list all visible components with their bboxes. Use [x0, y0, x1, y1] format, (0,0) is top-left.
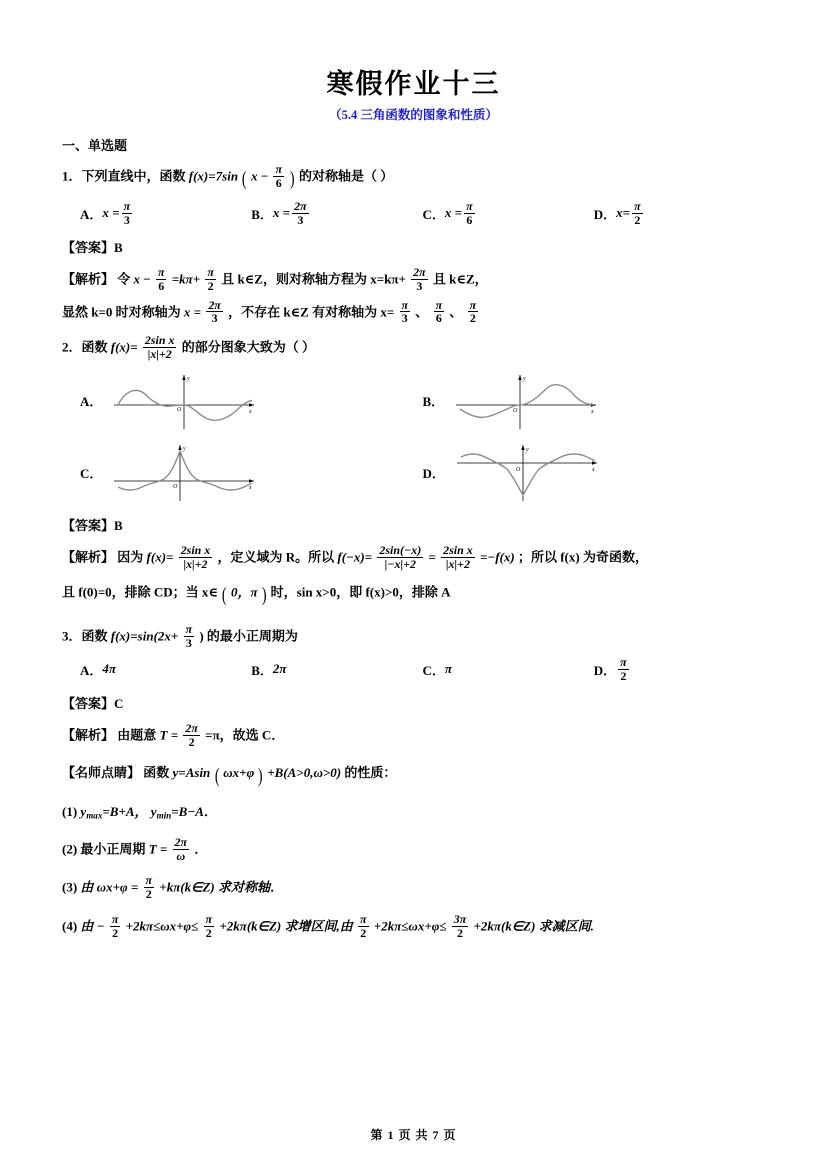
graph-option-b[interactable] [423, 367, 766, 433]
graph-option-d[interactable] [423, 439, 766, 505]
q3-function: f(x)=sin(2x+ [110, 628, 179, 644]
q3-option-b[interactable] [251, 656, 422, 683]
property-1 [62, 800, 765, 824]
property-4-text-a: 由 − [80, 918, 105, 934]
q2-stem-text-b: 的部分图象大致为（ ） [181, 339, 315, 355]
svg-text:y: y [183, 446, 187, 453]
q1-sol2-text-d: 、 [449, 303, 463, 319]
q1-option-a-fraction: $\frac{\pi}{3}$ [123, 198, 131, 227]
q3-option-d-fraction: $\frac{\pi}{2}$ [620, 654, 627, 683]
q2-sol-fraction-3: $\frac{\text{2sin x}}{|x|+2}$ [443, 543, 473, 572]
q1-option-b-lhs: x = [272, 205, 291, 221]
page-title: 寒假作业十三 [326, 69, 501, 99]
q1-arg-x: x [251, 168, 258, 184]
q1-sol-text-b: =kπ+ [171, 271, 201, 287]
question-2-solution-line-2 [62, 577, 765, 614]
property-2-fraction: $\frac{2\pi}{\omega}$ [174, 834, 188, 863]
question-1-options [80, 200, 765, 227]
q1-option-d-label: D． [593, 206, 617, 222]
svg-text:x: x [249, 485, 253, 492]
q3-sol-fraction: $\frac{2\pi}{2}$ [185, 720, 198, 749]
question-2-graph-row-2 [80, 439, 765, 505]
left-paren-icon: ( [214, 765, 220, 787]
svg-text:x: x [249, 409, 253, 416]
property-3-text-a: 由 ωx+φ = [80, 879, 139, 895]
q1-sol2-text-c: 、 [415, 303, 429, 319]
question-3-solution [62, 722, 765, 749]
q1-option-c-label: C． [422, 206, 445, 222]
svg-text:O: O [177, 407, 182, 414]
q3-option-b-value: 2π [272, 661, 287, 677]
q2-sol-fraction-1: $\frac{\text{2sin x}}{|x|+2}$ [180, 543, 211, 572]
property-1-sub-min: min [156, 810, 172, 821]
q3-sol-text-b: =π，故选 C． [205, 726, 285, 742]
question-1-solution-line-1 [62, 266, 765, 293]
answer-tag: 【答案】 [62, 518, 115, 534]
property-4-text-c: +2kπ(k∈Z) 求增区间,由 [219, 918, 353, 934]
property-4-text-d: +2kπ≤ωx+φ≤ [373, 918, 447, 934]
svg-text:O: O [513, 408, 518, 415]
tip-text-a: 函数 [143, 765, 170, 781]
property-3 [62, 874, 765, 901]
q1-option-c-lhs: x = [444, 205, 463, 221]
graph-option-a[interactable] [80, 367, 423, 433]
q1-option-a-label: A． [80, 206, 103, 222]
q1-option-b-fraction: $\frac{2\pi}{3}$ [294, 198, 307, 227]
q1-sol-x: x [133, 271, 141, 287]
question-1-answer [62, 237, 765, 256]
q1-option-d-lhs: x= [616, 205, 631, 221]
q2-sol2-text-a: 且 f(0)=0，排除 CD；当 x∈ [62, 584, 219, 600]
q3-option-c[interactable] [423, 656, 594, 683]
q2-stem-text-a: 2．函数 [62, 339, 108, 355]
q2-sol-text-a: 因为 [117, 549, 144, 565]
svg-text:y: y [525, 447, 529, 454]
property-4 [62, 913, 765, 940]
q1-sol-fraction-3: $\frac{2\pi}{3}$ [413, 264, 426, 293]
property-4-text-b: +2kπ≤ωx+φ≤ [125, 918, 199, 934]
q2-sol-text-b: ，定义域为 R。所以 [217, 549, 335, 565]
svg-text:x: x [591, 467, 595, 474]
q1-option-d-fraction: $\frac{\pi}{2}$ [634, 198, 641, 227]
q2-sol-fraction-2: $\frac{2\sin(-x)}{|-x|+2}$ [379, 543, 422, 572]
q3-option-c-label: C． [422, 662, 445, 678]
answer-value: B [114, 518, 123, 534]
q3-option-c-value: π [444, 661, 452, 677]
svg-text:x: x [591, 409, 594, 416]
tip-text-c: 的性质： [344, 765, 397, 781]
page-footer: 第 1 页 共 7 页 [370, 1128, 457, 1142]
property-1-sub-max: max [86, 810, 103, 821]
tip-function: y=Asin [172, 765, 211, 781]
property-2-number: (2) [62, 840, 78, 856]
q1-sol-minus: − [143, 271, 151, 287]
q3-option-a-value: 4π [102, 661, 116, 677]
tip-tag: 【名师点睛】 [62, 765, 141, 781]
q1-sol2-fraction-4: $\frac{\pi}{2}$ [469, 297, 477, 326]
q3-option-a-label: A． [80, 662, 103, 678]
q1-stem-text-a: 1．下列直线中，函数 [62, 168, 186, 184]
property-2-text-b: ． [194, 840, 208, 856]
q1-option-d[interactable] [594, 200, 765, 227]
property-1-eq2: =B−A． [171, 803, 217, 819]
q1-option-b[interactable] [251, 200, 422, 227]
q3-stem-text-a: 3．函数 [62, 628, 108, 644]
question-2-solution-line-1 [62, 544, 765, 571]
svg-text:O: O [173, 484, 178, 491]
q1-sol2-fraction-3: $\frac{\pi}{6}$ [435, 297, 443, 326]
answer-value: C [114, 695, 124, 711]
q2-sol2-text-b: 时，sin x>0，即 f(x)>0，排除 A [270, 584, 451, 600]
q1-function: f(x)=7sin [188, 168, 239, 184]
q1-option-a[interactable] [80, 200, 251, 227]
graph-d-plot [451, 439, 601, 505]
left-paren-icon: ( [242, 168, 247, 190]
property-3-number: (3) [62, 879, 78, 895]
property-4-number: (4) [62, 918, 78, 934]
q1-sol-text-c: 且 k∈Z，则对称轴方程为 x=kπ+ [221, 271, 406, 287]
right-paren-icon: ) [261, 584, 267, 606]
graph-option-b-label: B． [422, 393, 445, 409]
question-3-options [80, 656, 765, 683]
graph-c-plot [108, 439, 258, 505]
page-subtitle: （5.4 三角函数的图象和性质） [329, 108, 498, 122]
q1-sol-text-d: 且 k∈Z， [432, 271, 488, 287]
q1-sol2-fraction-1: $\frac{2\pi}{3}$ [208, 297, 221, 326]
q3-sol-text-a: 由题意 [117, 726, 157, 742]
teacher-tip [62, 762, 765, 787]
q3-option-a[interactable] [80, 656, 251, 683]
svg-text:y: y [187, 376, 191, 383]
property-2-text-a: 最小正周期 [80, 840, 146, 856]
solution-tag: 【解析】 [62, 549, 115, 565]
graph-option-a-label: A． [80, 393, 103, 409]
graph-option-c-label: C． [80, 465, 103, 481]
answer-tag: 【答案】 [62, 695, 115, 711]
q1-sol2-text-b: ，不存在 k∈Z 有对称轴为 x= [228, 303, 395, 319]
property-4-text-e: +2kπ(k∈Z) 求减区间. [473, 918, 594, 934]
q2-sol-text-c: f(−x)= [337, 549, 373, 565]
q1-sol-fraction-2: $\frac{\pi}{2}$ [207, 264, 214, 293]
q3-option-d[interactable] [594, 656, 765, 683]
q2-stem-fraction: $\frac{\text{2sin x}}{|x|+2}$ [144, 333, 175, 362]
q3-option-d-label: D． [593, 662, 617, 678]
property-4-fraction-3: $\frac{\pi}{2}$ [360, 912, 367, 941]
question-1-stem [62, 163, 765, 194]
q2-sol-equals: = [428, 549, 436, 565]
section-heading: 一、单选题 [62, 138, 128, 153]
question-1-solution-line-2 [62, 299, 765, 326]
q1-option-a-lhs: x = [102, 205, 120, 221]
q1-arg-minus: − [260, 168, 269, 184]
q3-stem-text-b: ) 的最小正周期为 [199, 628, 298, 644]
tip-text-b: +B(A>0,ω>0) [267, 765, 342, 781]
property-1-y: y [80, 803, 87, 819]
q3-sol-period-symbol: T = [159, 726, 179, 742]
graph-b-plot [450, 367, 600, 433]
right-paren-icon: ) [290, 168, 295, 190]
q2-sol-text-e: ；所以 f(x) 为奇函数， [517, 549, 648, 565]
right-paren-icon: ) [258, 765, 264, 787]
q2-sol-function: f(x)= [146, 549, 174, 565]
q2-function: f(x)= [110, 339, 138, 355]
solution-tag: 【解析】 [62, 271, 115, 287]
property-3-text-b: +kπ(k∈Z) 求对称轴． [159, 879, 283, 895]
property-2-period-symbol: T = [148, 840, 168, 856]
question-2-stem [62, 334, 765, 361]
svg-text:O: O [515, 467, 521, 474]
q1-option-b-label: B． [251, 206, 273, 222]
tip-argument: ωx+φ [223, 765, 255, 781]
graph-option-c[interactable] [80, 439, 423, 505]
q1-sol-text-a: 令 [117, 271, 131, 287]
solution-tag: 【解析】 [62, 726, 115, 742]
q3-stem-fraction: $\frac{\pi}{3}$ [185, 621, 193, 650]
q1-stem-text-b: 的对称轴是（ ） [299, 168, 394, 184]
property-2 [62, 836, 765, 863]
q1-sol2-fraction-2: $\frac{\pi}{3}$ [401, 297, 409, 326]
q1-sol2-text-a: 显然 k=0 时对称轴为 [62, 303, 181, 319]
q1-option-c-fraction: $\frac{\pi}{6}$ [466, 198, 473, 227]
q1-sol2-x: x = [183, 303, 202, 319]
q2-sol2-interval: 0，π [231, 584, 258, 600]
graph-a-plot [108, 367, 258, 433]
answer-value: B [114, 239, 123, 255]
q2-sol-text-d: =−f(x) [479, 549, 515, 565]
question-2-answer [62, 515, 765, 534]
property-1-y2: y [150, 803, 157, 819]
question-3-stem [62, 623, 765, 650]
question-2-graph-row-1 [80, 367, 765, 433]
property-4-fraction-2: $\frac{\pi}{2}$ [205, 912, 213, 941]
property-1-eq1: =B+A， [102, 803, 148, 819]
property-4-fraction-4: $\frac{3\pi}{2}$ [453, 912, 467, 941]
q1-arg-fraction: $\frac{\pi}{6}$ [275, 162, 283, 190]
property-1-number: (1) [62, 803, 78, 819]
q3-option-b-label: B． [251, 662, 273, 678]
answer-tag: 【答案】 [62, 239, 115, 255]
left-paren-icon: ( [222, 584, 227, 606]
question-3-answer [62, 693, 765, 712]
q1-option-c[interactable] [423, 200, 594, 227]
graph-option-d-label: D． [422, 465, 445, 481]
property-4-fraction-1: $\frac{\pi}{2}$ [111, 912, 119, 941]
q1-sol-fraction-1: $\frac{\pi}{6}$ [157, 264, 165, 293]
svg-text:y: y [523, 376, 526, 383]
property-3-fraction: $\frac{\pi}{2}$ [145, 873, 153, 902]
